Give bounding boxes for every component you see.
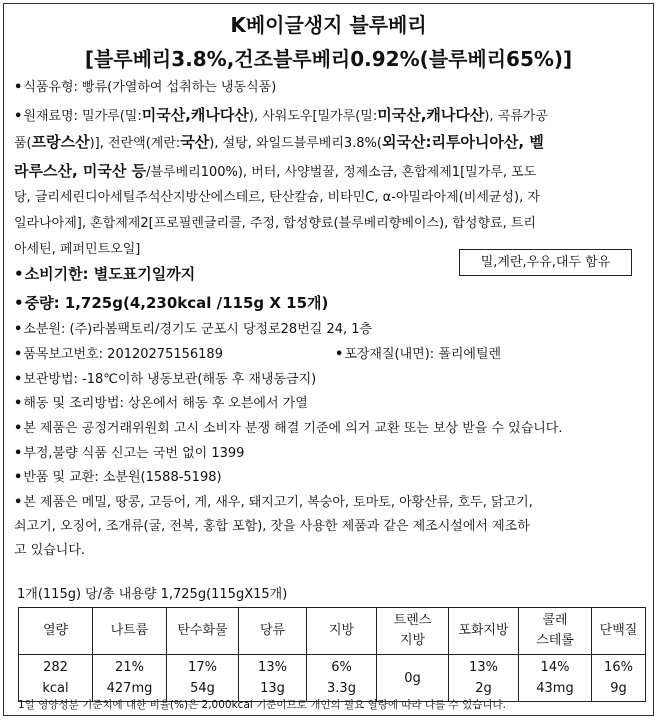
packaging-material: • 포장재질(내면): 폴리에틸렌	[335, 344, 635, 366]
ingredients-line-5: 일라나아제], 혼합제제2[프로필렌글리콜, 주정, 합성향료(블루베리향베이스), 합성향료, 트리	[14, 216, 536, 231]
product-subtitle: [블루베리3.8%,건조블루베리0.92%(블루베리65%)]	[84, 47, 573, 71]
report-hotline: • 부정,불량 식품 신고는 국번 없이 1399	[14, 443, 645, 465]
nutrient-header: 트렌스 지방	[377, 608, 449, 655]
nutrient-header: 탄수화물	[167, 608, 239, 655]
facility-notice-2: 쇠고기, 오징어, 조개류(굴, 전복, 홍합 포함), 잣을 사용한 제품과 같은 제조시설에서 제조하	[14, 519, 530, 534]
ingredients-line-4: 당, 글리세린디아세틸주석산지방산에스테르, 탄산칼슘, 비타민C, α-아밀라아제(비세균성), 자	[14, 190, 540, 205]
nutrient-header: 열량	[19, 608, 93, 655]
nutrition-table	[18, 607, 646, 702]
nutrient-header: 포화지방	[449, 608, 519, 655]
ingredients-line-2: 품(프랑스산)], 전란액(계란:국산), 설탕, 와일드블루베리3.8%(외국산:리투아니아산, 벨	[14, 133, 544, 151]
ingredients-line-1: • 원재료명: 밀가루(밀:미국산,캐나다산), 사워도우[밀가루(밀:미국산,캐나다산), 곡류가공	[14, 104, 645, 128]
allergen-box: 밀,계란,우유,대두 함유	[459, 249, 632, 276]
nutrient-value: 17% 54g	[167, 655, 239, 702]
net-weight: • 중량: 1,725g(4,230kcal /115g X 15개)	[14, 292, 645, 314]
nutrition-summary: 1개(115g) 당/총 내용량 1,725g(115gX15개)	[17, 587, 288, 602]
nutrient-value: 21% 427mg	[93, 655, 167, 702]
nutrient-value: 16% 9g	[592, 655, 646, 702]
nutrient-header: 당류	[239, 608, 307, 655]
report-number: • 품목보고번호: 20120275156189	[14, 344, 314, 366]
nutrition-value-row	[19, 655, 646, 702]
food-type: • 식품유형: 빵류(가열하여 섭취하는 냉동식품)	[14, 77, 645, 99]
nutrition-header-row	[19, 608, 646, 655]
nutrient-value: 14% 43mg	[519, 655, 592, 702]
nutrient-header: 단백질	[592, 608, 646, 655]
expiry-date: • 소비기한: 별도표기일까지	[14, 263, 645, 285]
seller-info: • 소분원: (주)라봄팩토리/경기도 군포시 당정로28번길 24, 1층	[14, 319, 645, 341]
return-exchange: • 반품 및 교환: 소분원(1588-5198)	[14, 467, 645, 489]
nutrient-header: 콜레 스테롤	[519, 608, 592, 655]
facility-notice-3: 고 있습니다.	[14, 543, 86, 558]
nutrient-value: 282 kcal	[19, 655, 93, 702]
nutrient-value: 13% 2g	[449, 655, 519, 702]
ingredients-line-6: 아세틴, 페퍼민트오일]	[14, 242, 141, 257]
storage-method: • 보관방법: -18℃이하 냉동보관(해동 후 재냉동금지)	[14, 369, 645, 391]
nutrient-value: 6% 3.3g	[307, 655, 377, 702]
nutrient-header: 나트륨	[93, 608, 167, 655]
nutrient-value: 13% 13g	[239, 655, 307, 702]
product-name: K베이글생지 블루베리	[230, 13, 427, 37]
cooking-method: • 해동 및 조리방법: 상온에서 해동 후 오븐에서 가열	[14, 393, 645, 415]
nutrient-value: 0g	[377, 655, 449, 702]
nutrient-header: 지방	[307, 608, 377, 655]
facility-notice-1: • 본 제품은 메밀, 땅콩, 고등어, 게, 새우, 돼지고기, 복숭아, 토마토, 아황산류, 호두, 닭고기,	[14, 492, 645, 514]
ingredients-line-3: 라루스산, 미국산 등/블루베리100%), 버터, 사양벌꿀, 정제소금, 혼합제제1[밀가루, 포도	[14, 162, 537, 180]
product-label	[3, 3, 654, 716]
consumer-notice: • 본 제품은 공정거래위원회 고시 소비자 분쟁 해결 기준에 의거 교환 또는 보상 받을 수 있습니다.	[14, 418, 645, 440]
nutrition-footnote: 1일 영양성분 기준치에 대한 비율(%)은 2,000kcal 기준이므로 개인의 필요 열량에 따라 다를 수 있습니다.	[18, 699, 506, 711]
